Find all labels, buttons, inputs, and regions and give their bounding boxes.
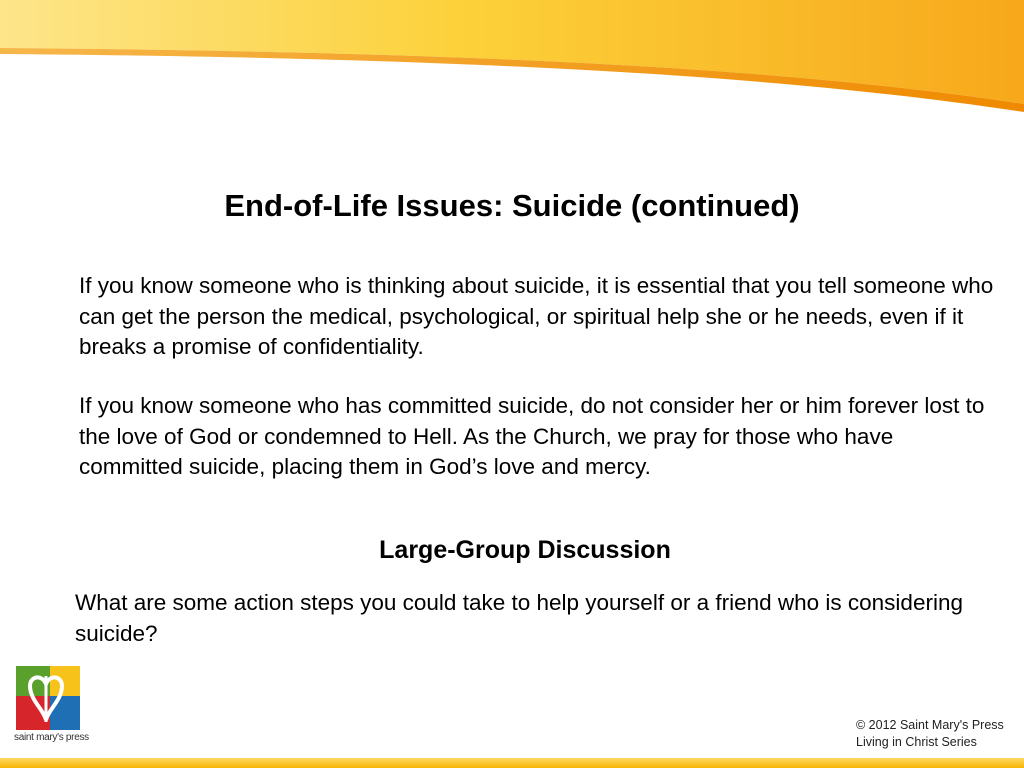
- copyright-block: [856, 717, 1004, 751]
- logo-wordmark: saint mary's press: [14, 732, 89, 743]
- paragraph-tell-someone: If you know someone who is thinking about suicide, it is essential that you tell someone who can get the person the medical, psychological, or spiritual help she or he needs, even if it breaks a promise of confidentiality.: [79, 273, 994, 359]
- copyright-text: © 2012 Saint Mary's Press: [856, 718, 1004, 732]
- header-banner: [0, 0, 1024, 120]
- discussion-question: What are some action steps you could take to help yourself or a friend who is considering suicide?: [75, 590, 963, 646]
- slide-title: End-of-Life Issues: Suicide (continued): [224, 188, 800, 223]
- discussion-heading: Large-Group Discussion: [379, 536, 671, 564]
- series-text: Living in Christ Series: [856, 735, 977, 749]
- saint-marys-press-logo: [14, 666, 89, 746]
- paragraph-committed-suicide: If you know someone who has committed suicide, do not consider her or him forever lost to the love of God or condemned to Hell. As the Church, we pray for those who have committed suicide, placing them in God’s love and mercy.: [79, 393, 985, 479]
- footer-bar: [0, 758, 1024, 768]
- logo-icon: [16, 666, 80, 730]
